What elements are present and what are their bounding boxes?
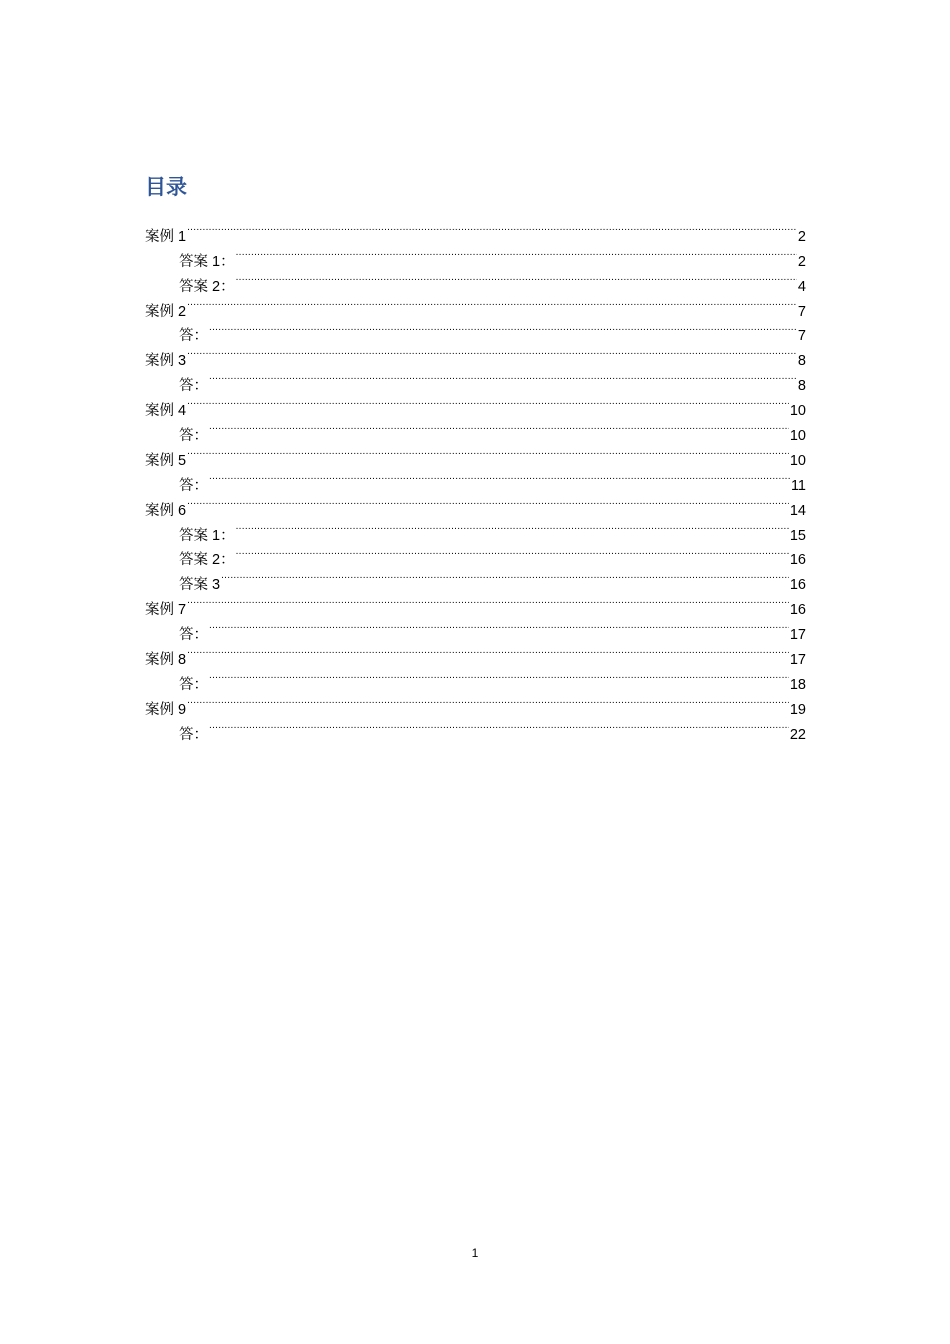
toc-entry-label: 案例 7: [145, 602, 187, 619]
toc-entry[interactable]: [145, 465, 806, 494]
toc-entry-label: 答案 1：: [179, 527, 235, 544]
toc-leader-dots: [209, 614, 789, 639]
toc-entry-label: 答：: [179, 676, 208, 693]
toc-entry-label: 案例 4: [145, 403, 187, 420]
toc-leader-dots: [187, 340, 797, 365]
toc-entry[interactable]: [145, 216, 806, 245]
toc-leader-dots: [187, 639, 789, 664]
toc-leader-dots: [209, 316, 797, 341]
toc-entry[interactable]: [145, 390, 806, 420]
toc-entry-label: 答案 2：: [179, 552, 235, 569]
toc-entry[interactable]: [145, 266, 806, 295]
toc-entry[interactable]: [145, 241, 806, 270]
toc-entry[interactable]: [145, 415, 806, 445]
toc-entry-label: 案例 9: [145, 701, 187, 718]
toc-leader-dots: [209, 365, 797, 390]
toc-entry-page: 15: [789, 527, 806, 544]
toc-entry-page: 2: [797, 228, 806, 245]
toc-entry-page: 19: [789, 701, 806, 718]
toc-entry-page: 11: [790, 477, 806, 494]
toc-leader-dots: [236, 241, 797, 266]
page-number: 1: [471, 1246, 479, 1260]
toc-entry[interactable]: [145, 316, 806, 345]
toc-leader-dots: [209, 415, 789, 440]
toc-entry[interactable]: [145, 564, 806, 594]
toc-entry-page: 4: [797, 278, 806, 295]
toc-entry-label: 案例 8: [145, 652, 187, 669]
toc-entry[interactable]: [145, 365, 806, 395]
toc-entry-label: 案例 2: [145, 303, 187, 320]
table-of-contents: [145, 216, 806, 743]
toc-entry-page: 16: [789, 577, 806, 594]
toc-entry-label: 案例 1: [145, 228, 187, 245]
toc-leader-dots: [236, 266, 797, 291]
toc-entry-page: 8: [797, 378, 806, 395]
toc-entry[interactable]: [145, 340, 806, 370]
toc-entry-page: 14: [789, 502, 806, 519]
toc-entry-page: 8: [797, 353, 806, 370]
toc-entry[interactable]: [145, 440, 806, 469]
toc-leader-dots: [209, 465, 790, 490]
toc-leader-dots: [236, 540, 789, 565]
toc-entry-page: 10: [789, 452, 806, 469]
toc-entry-page: 7: [797, 303, 806, 320]
toc-leader-dots: [209, 664, 789, 689]
toc-entry-page: 16: [789, 552, 806, 569]
toc-entry-page: 7: [797, 328, 806, 345]
toc-entry-page: 17: [789, 652, 806, 669]
toc-entry[interactable]: [145, 614, 806, 644]
toc-entry-label: 案例 6: [145, 502, 187, 519]
toc-leader-dots: [236, 515, 789, 540]
toc-entry-label: 案例 3: [145, 353, 187, 370]
toc-leader-dots: [209, 714, 789, 739]
toc-entry-label: 答：: [179, 726, 208, 743]
toc-entry-label: 答：: [179, 328, 208, 345]
toc-entry[interactable]: [145, 664, 806, 693]
toc-entry-label: 答：: [179, 378, 208, 395]
toc-entry[interactable]: [145, 689, 806, 718]
toc-title: 目录: [145, 176, 187, 199]
toc-entry-page: 22: [789, 726, 806, 743]
toc-entry-label: 答案 3: [179, 577, 221, 594]
toc-leader-dots: [187, 216, 797, 241]
toc-entry-page: 2: [797, 253, 806, 270]
toc-leader-dots: [187, 589, 789, 614]
toc-entry[interactable]: [145, 639, 806, 669]
toc-entry[interactable]: [145, 714, 806, 743]
toc-leader-dots: [187, 291, 797, 316]
toc-leader-dots: [187, 440, 789, 465]
toc-entry-label: 答：: [179, 627, 208, 644]
toc-leader-dots: [221, 564, 789, 589]
toc-entry-label: 答案 2：: [179, 278, 235, 295]
toc-entry-page: 18: [789, 676, 806, 693]
toc-leader-dots: [187, 689, 789, 714]
toc-entry[interactable]: [145, 291, 806, 320]
toc-entry[interactable]: [145, 515, 806, 544]
toc-entry[interactable]: [145, 589, 806, 619]
toc-entry-page: 10: [789, 403, 806, 420]
toc-entry-label: 答：: [179, 428, 208, 445]
toc-entry-page: 16: [789, 602, 806, 619]
toc-entry[interactable]: [145, 490, 806, 519]
toc-leader-dots: [187, 390, 789, 415]
toc-entry[interactable]: [145, 540, 806, 569]
toc-entry-label: 案例 5: [145, 452, 187, 469]
toc-entry-label: 答：: [179, 477, 208, 494]
toc-entry-label: 答案 1：: [179, 253, 235, 270]
toc-leader-dots: [187, 490, 789, 515]
toc-entry-page: 10: [789, 428, 806, 445]
toc-entry-page: 17: [789, 627, 806, 644]
